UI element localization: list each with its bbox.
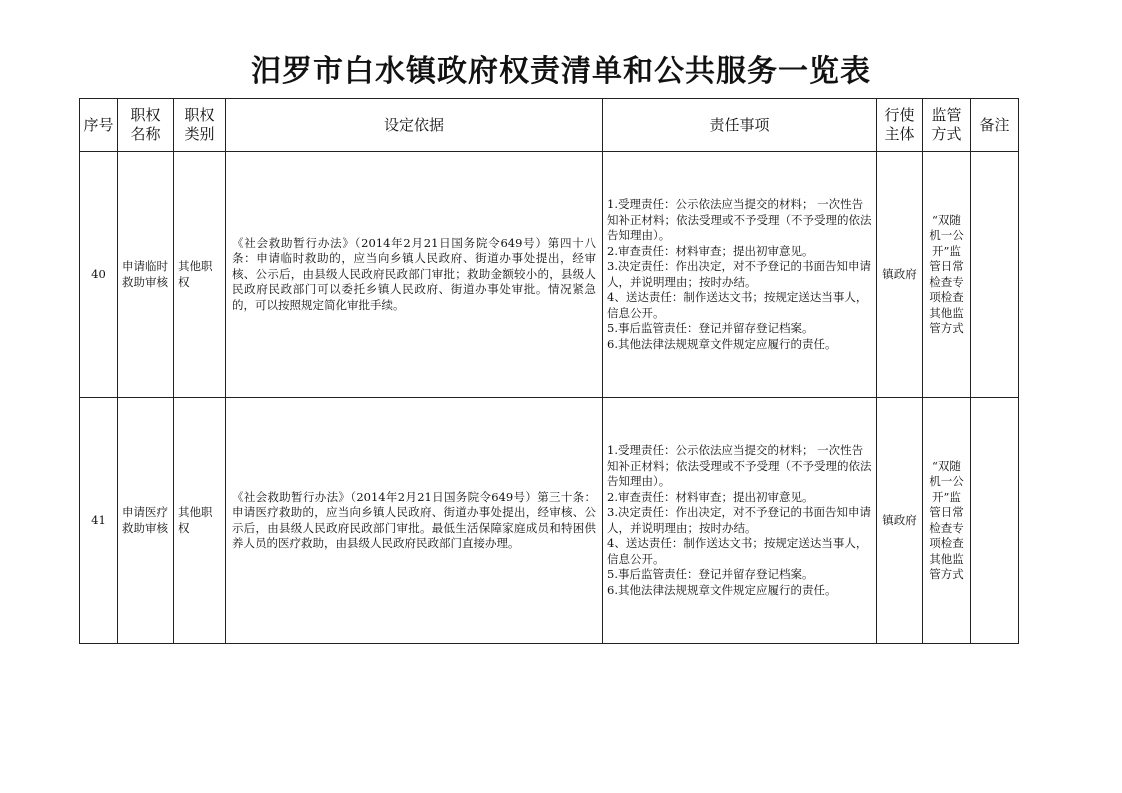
duty-item: 2.审查责任：材料审查；提出初审意见。 [607, 243, 814, 258]
row-supervision: “双随机一公开”监管日常检查专项检查其他监管方式 [923, 152, 971, 398]
header-no: 序号 [80, 99, 118, 152]
duty-item: 5.事后监管责任：登记并留存登记档案。 [607, 321, 814, 335]
duty-item: 2.审查责任：材料审查；提出初审意见。 [607, 489, 814, 504]
row-supervision: “双随机一公开”监管日常检查专项检查其他监管方式 [923, 398, 971, 644]
page-title: 汨罗市白水镇政府权责清单和公共服务一览表 [251, 54, 871, 89]
row-duties [603, 398, 877, 644]
header-body: 行使主体 [877, 99, 923, 152]
row-basis: 《社会救助暂行办法》（2014年2月21日国务院令649号）第四十八条：申请临时救助的，应当向乡镇人民政府、街道办事处提出，经审核、公示后，由县级人民政府民政部门审批；救助金额较小的，县级人民政府民政部门可以委托乡镇人民政府、街道办事处审批。情况紧急的，可以按照规定简化审批手续。 [226, 152, 603, 398]
header-name: 职权名称 [118, 99, 174, 152]
row-remarks [971, 152, 1019, 398]
header-remarks: 备注 [971, 99, 1019, 152]
row-basis: 《社会救助暂行办法》（2014年2月21日国务院令649号）第三十条：申请医疗救助的，应当向乡镇人民政府、街道办事处提出，经审核、公示后，由县级人民政府民政部门审批。最低生活保障家庭成员和特困供养人员的医疗救助，由县级人民政府民政部门直接办理。 [226, 398, 603, 644]
row-name: 申请医疗救助审核 [118, 398, 174, 644]
duty-item: 4、送达责任：制作送达文书；按规定送达当事人，信息公开。 [607, 290, 868, 320]
table-header [80, 99, 1019, 152]
row-name: 申请临时救助审核 [118, 152, 174, 398]
duty-item: 3.决定责任：作出决定，对不予登记的书面告知申请人，并说明理由；按时办结。 [607, 259, 871, 289]
row-no: 41 [80, 398, 118, 644]
duty-item: 6.其他法律法规规章文件规定应履行的责任。 [607, 582, 837, 597]
table-row [80, 398, 1019, 644]
row-no: 40 [80, 152, 118, 398]
responsibility-table [79, 98, 1019, 644]
row-remarks [971, 398, 1019, 644]
duty-item: 6.其他法律法规规章文件规定应履行的责任。 [607, 336, 837, 351]
header-supervision: 监管方式 [923, 99, 971, 152]
row-body: 镇政府 [877, 398, 923, 644]
duty-item: 1.受理责任：公示依法应当提交的材料； 一次性告知补正材料；依法受理或不予受理（不予受理的依法告知理由）。 [607, 443, 872, 488]
row-type: 其他职权 [174, 152, 226, 398]
row-body: 镇政府 [877, 152, 923, 398]
header-type: 职权类别 [174, 99, 226, 152]
duty-item: 1.受理责任：公示依法应当提交的材料； 一次性告知补正材料；依法受理或不予受理（不予受理的依法告知理由）。 [607, 197, 872, 242]
table-row [80, 152, 1019, 398]
row-type: 其他职权 [174, 398, 226, 644]
header-duties: 责任事项 [603, 99, 877, 152]
duty-item: 4、送达责任：制作送达文书；按规定送达当事人，信息公开。 [607, 536, 868, 566]
header-basis: 设定依据 [226, 99, 603, 152]
duty-item: 3.决定责任：作出决定，对不予登记的书面告知申请人，并说明理由；按时办结。 [607, 505, 871, 535]
duty-item: 5.事后监管责任：登记并留存登记档案。 [607, 567, 814, 581]
row-duties [603, 152, 877, 398]
